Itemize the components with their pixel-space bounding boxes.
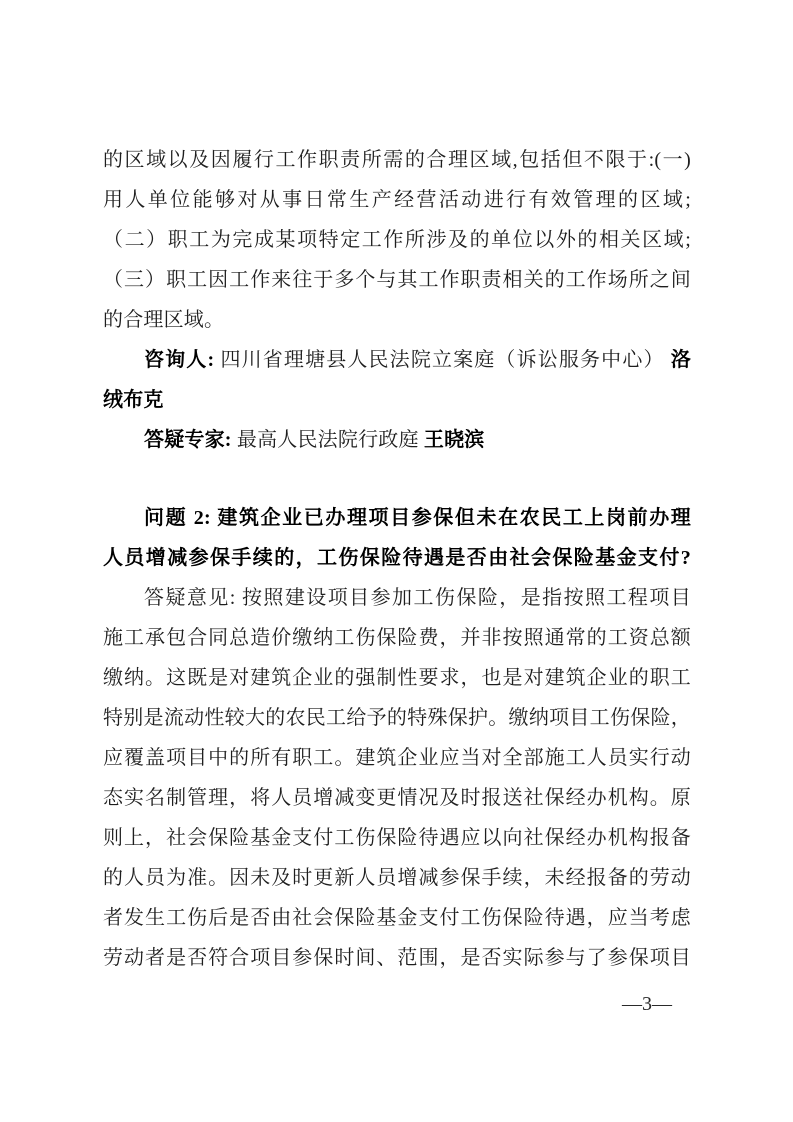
text-segment: 最高人民法院行政庭 <box>231 429 424 451</box>
text-line <box>103 698 691 738</box>
text-line <box>103 858 691 898</box>
text-line <box>103 380 691 420</box>
text-segment: （三）职工因工作来往于多个与其工作职责相关的工作场所之间 <box>103 269 691 291</box>
text-segment: 答疑专家: <box>144 429 232 451</box>
text-segment: 的区域以及因履行工作职责所需的合理区域,包括但不限于:(一) <box>103 149 691 171</box>
text-segment: 劳动者是否符合项目参保时间、范围，是否实际参与了参保项目 <box>103 947 691 969</box>
text-line <box>103 658 691 698</box>
text-segment: 王晓滨 <box>423 429 485 451</box>
text-segment: 的人员为准。因未及时更新人员增减参保手续，未经报备的劳动 <box>103 867 691 889</box>
text-segment: 咨询人: <box>144 349 215 371</box>
text-line <box>103 220 691 260</box>
text-segment: 施工承包合同总造价缴纳工伤保险费，并非按照通常的工资总额 <box>103 627 691 649</box>
text-line <box>103 180 691 220</box>
text-segment: 应覆盖项目中的所有职工。建筑企业应当对全部施工人员实行动 <box>103 747 691 769</box>
text-segment: 者发生工伤后是否由社会保险基金支付工伤保险待遇，应当考虑 <box>103 907 691 929</box>
text-segment: 人员增减参保手续的，工伤保险待遇是否由社会保险基金支付? <box>103 547 691 569</box>
text-line <box>103 340 691 380</box>
document-lines <box>103 140 691 978</box>
text-line <box>103 538 691 578</box>
text-line <box>103 618 691 658</box>
text-segment: 问题 2: 建筑企业已办理项目参保但未在农民工上岗前办理 <box>144 507 691 529</box>
text-line <box>103 738 691 778</box>
text-segment: 答疑意见: 按照建设项目参加工伤保险，是指按照工程项目 <box>144 587 691 609</box>
text-segment: 则上，社会保险基金支付工伤保险待遇应以向社保经办机构报备 <box>103 827 691 849</box>
text-line <box>103 818 691 858</box>
text-line <box>103 898 691 938</box>
text-line <box>103 938 691 978</box>
text-line <box>103 420 691 460</box>
text-line <box>103 778 691 818</box>
text-segment: 的合理区域。 <box>103 309 225 331</box>
text-line <box>103 260 691 300</box>
text-segment: （二）职工为完成某项特定工作所涉及的单位以外的相关区域; <box>103 229 691 251</box>
text-segment: 缴纳。这既是对建筑企业的强制性要求，也是对建筑企业的职工 <box>103 667 691 689</box>
text-segment: 四川省理塘县人民法院立案庭（诉讼服务中心） <box>214 349 671 371</box>
page-number: —3— <box>622 993 672 1015</box>
text-line <box>103 498 691 538</box>
text-segment: 绒布克 <box>103 389 164 411</box>
text-segment: 特别是流动性较大的农民工给予的特殊保护。缴纳项目工伤保险， <box>103 707 691 729</box>
text-line <box>103 140 691 180</box>
text-line <box>103 300 691 340</box>
text-segment: 态实名制管理，将人员增减变更情况及时报送社保经办机构。原 <box>103 787 691 809</box>
text-segment: 洛 <box>670 349 691 371</box>
text-segment: 用人单位能够对从事日常生产经营活动进行有效管理的区域; <box>103 189 691 211</box>
text-line <box>103 578 691 618</box>
